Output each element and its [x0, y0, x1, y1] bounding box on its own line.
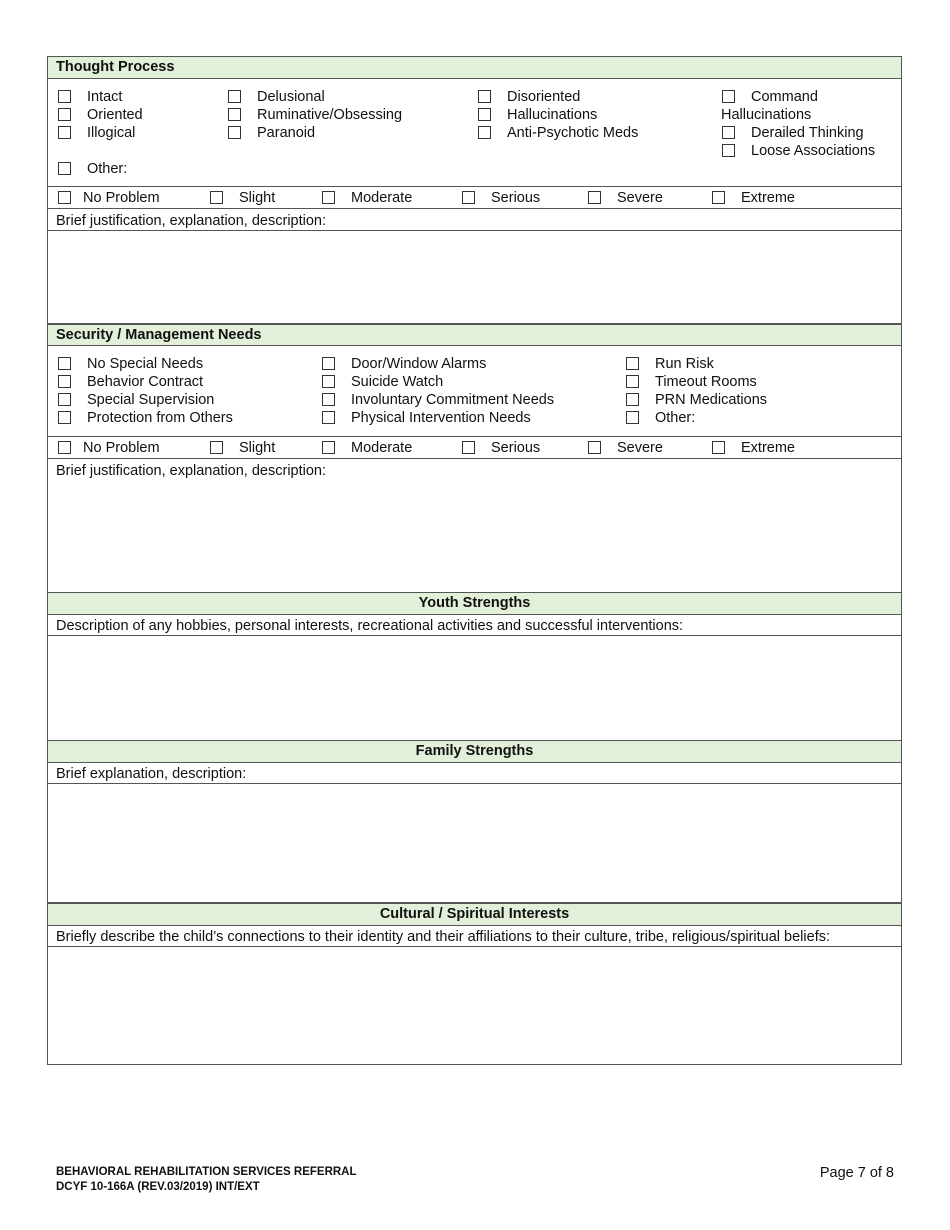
severity-no-problem-checkbox[interactable]	[58, 441, 71, 454]
option-label: Command	[751, 89, 818, 105]
family-strengths-title: Family Strengths	[415, 743, 534, 759]
severity-label: Serious	[491, 190, 541, 206]
option-label: Special Supervision	[87, 392, 215, 408]
cultural-text-area[interactable]	[48, 947, 901, 1064]
severity-extreme-checkbox[interactable]	[712, 191, 725, 204]
family-strengths-header	[48, 741, 901, 762]
youth-strengths-header	[48, 593, 901, 614]
justification-text-area[interactable]	[48, 480, 901, 592]
option-label: Timeout Rooms	[655, 374, 757, 390]
checkbox-hallucinations[interactable]	[478, 108, 491, 121]
family-strengths-prompt: Brief explanation, description:	[56, 766, 247, 782]
option-label: Derailed Thinking	[751, 125, 864, 141]
checkbox-prn-medications[interactable]	[626, 393, 639, 406]
checkbox-delusional[interactable]	[228, 90, 241, 103]
option-label: Delusional	[257, 89, 325, 105]
severity-no-problem-checkbox[interactable]	[58, 191, 71, 204]
thought-process-header	[48, 57, 901, 78]
youth-strengths-prompt: Description of any hobbies, personal interests, recreational activities and successful interventions:	[56, 618, 684, 634]
option-label: Hallucinations	[507, 107, 598, 123]
severity-label: Severe	[617, 190, 663, 206]
checkbox-intact[interactable]	[58, 90, 71, 103]
severity-moderate-checkbox[interactable]	[322, 191, 335, 204]
checkbox-loose-associations[interactable]	[722, 144, 735, 157]
thought-process-title: Thought Process	[56, 59, 175, 75]
security-header	[48, 325, 901, 345]
option-label: Run Risk	[655, 356, 714, 372]
checkbox-special-supervision[interactable]	[58, 393, 71, 406]
divider	[48, 345, 901, 346]
divider	[48, 78, 901, 79]
divider	[48, 186, 901, 187]
option-label: Physical Intervention Needs	[351, 410, 531, 426]
family-strengths-text-area[interactable]	[48, 784, 901, 903]
checkbox-command-hallucinations[interactable]	[722, 90, 735, 103]
checkbox-no-special-needs[interactable]	[58, 357, 71, 370]
checkbox-other[interactable]	[626, 411, 639, 424]
severity-extreme-checkbox[interactable]	[712, 441, 725, 454]
option-label: Ruminative/Obsessing	[257, 107, 403, 123]
justification-text-area[interactable]	[48, 231, 901, 324]
youth-strengths-title: Youth Strengths	[418, 595, 531, 611]
form-code: DCYF 10-166A (REV.03/2019) INT/EXT	[56, 1181, 260, 1193]
option-label: Door/Window Alarms	[351, 356, 487, 372]
severity-label: Moderate	[351, 190, 413, 206]
divider	[48, 925, 901, 926]
severity-label: Slight	[239, 190, 276, 206]
checkbox-protection-from-others[interactable]	[58, 411, 71, 424]
option-label: Illogical	[87, 125, 136, 141]
option-label: Intact	[87, 89, 123, 105]
security-title: Security / Management Needs	[56, 327, 262, 343]
option-label: Loose Associations	[751, 143, 876, 159]
option-label: Oriented	[87, 107, 143, 123]
checkbox-involuntary-commitment[interactable]	[322, 393, 335, 406]
cultural-header	[48, 904, 901, 925]
option-label: Suicide Watch	[351, 374, 444, 390]
severity-label: Moderate	[351, 440, 413, 456]
checkbox-timeout-rooms[interactable]	[626, 375, 639, 388]
checkbox-derailed-thinking[interactable]	[722, 126, 735, 139]
severity-moderate-checkbox[interactable]	[322, 441, 335, 454]
severity-label: Slight	[239, 440, 276, 456]
checkbox-oriented[interactable]	[58, 108, 71, 121]
divider	[48, 436, 901, 437]
page-number: Page 7 of 8	[819, 1165, 894, 1181]
checkbox-ruminative[interactable]	[228, 108, 241, 121]
severity-serious-checkbox[interactable]	[462, 441, 475, 454]
form-name: BEHAVIORAL REHABILITATION SERVICES REFERRAL	[56, 1166, 357, 1178]
severity-label: Severe	[617, 440, 663, 456]
checkbox-door-window-alarms[interactable]	[322, 357, 335, 370]
checkbox-paranoid[interactable]	[228, 126, 241, 139]
severity-label: No Problem	[83, 440, 160, 456]
divider	[48, 614, 901, 615]
severity-label: No Problem	[83, 190, 160, 206]
option-label: Anti-Psychotic Meds	[507, 125, 639, 141]
divider	[48, 458, 901, 459]
checkbox-run-risk[interactable]	[626, 357, 639, 370]
option-label: No Special Needs	[87, 356, 204, 372]
option-label: Paranoid	[257, 125, 316, 141]
severity-slight-checkbox[interactable]	[210, 441, 223, 454]
youth-strengths-text-area[interactable]	[48, 636, 901, 740]
checkbox-behavior-contract[interactable]	[58, 375, 71, 388]
severity-label: Serious	[491, 440, 541, 456]
checkbox-physical-intervention[interactable]	[322, 411, 335, 424]
divider	[48, 208, 901, 209]
option-label-continued: Hallucinations	[721, 107, 812, 123]
option-label: Involuntary Commitment Needs	[351, 392, 555, 408]
cultural-title: Cultural / Spiritual Interests	[379, 906, 570, 922]
severity-serious-checkbox[interactable]	[462, 191, 475, 204]
severity-severe-checkbox[interactable]	[588, 441, 601, 454]
option-label: PRN Medications	[655, 392, 768, 408]
severity-severe-checkbox[interactable]	[588, 191, 601, 204]
checkbox-other[interactable]	[58, 162, 71, 175]
option-label: Disoriented	[507, 89, 581, 105]
justification-label: Brief justification, explanation, description:	[56, 463, 327, 479]
cultural-prompt: Briefly describe the child’s connections to their identity and their affiliations to their culture, tribe, religious/spiritual beliefs:	[56, 929, 831, 945]
justification-label: Brief justification, explanation, description:	[56, 213, 327, 229]
option-label: Protection from Others	[87, 410, 233, 426]
option-label: Other:	[87, 161, 128, 177]
severity-label: Extreme	[741, 440, 795, 456]
checkbox-suicide-watch[interactable]	[322, 375, 335, 388]
checkbox-illogical[interactable]	[58, 126, 71, 139]
severity-label: Extreme	[741, 190, 795, 206]
checkbox-disoriented[interactable]	[478, 90, 491, 103]
severity-slight-checkbox[interactable]	[210, 191, 223, 204]
divider	[48, 762, 901, 763]
option-label: Behavior Contract	[87, 374, 204, 390]
option-label: Other:	[655, 410, 696, 426]
checkbox-anti-psychotic-meds[interactable]	[478, 126, 491, 139]
